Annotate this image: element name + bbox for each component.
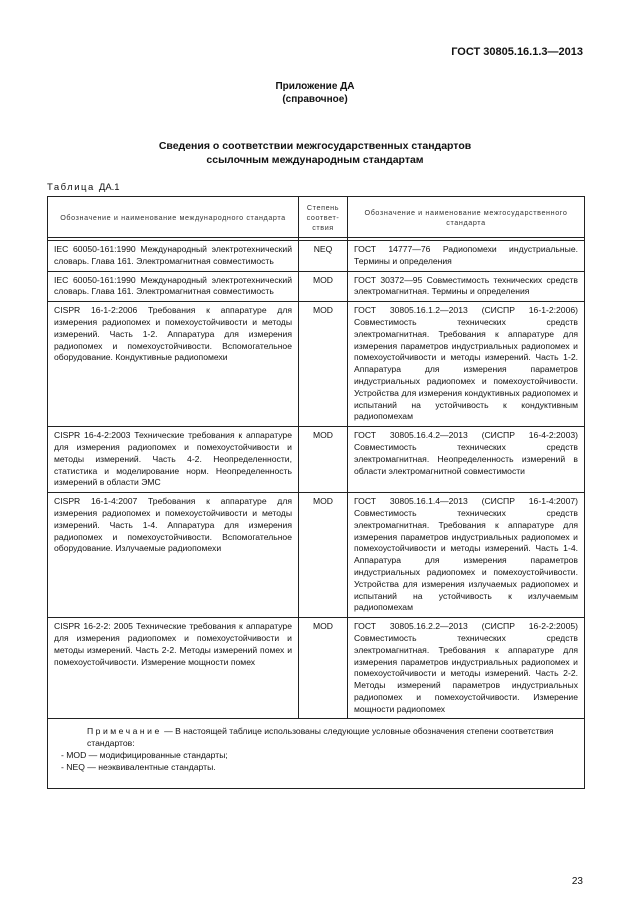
cell-degree-of-correspondence: NEQ bbox=[299, 241, 348, 272]
cell-interstate-standard: ГОСТ 14777—76 Радиопомехи индустриальные. Термины и определения bbox=[348, 241, 585, 272]
table-caption bbox=[47, 182, 120, 193]
table-header-row bbox=[48, 197, 585, 238]
cell-degree-of-correspondence: MOD bbox=[299, 427, 348, 493]
page-number: 23 bbox=[571, 876, 583, 887]
annex-subtitle: (справочное) bbox=[282, 94, 348, 105]
table-row bbox=[48, 241, 585, 272]
cell-interstate-standard: ГОСТ 30805.16.1.4—2013 (СИСПР 16-1-4:2007) Совместимость технических средств электромагнитная. Требования к аппаратуре для измерения параметров индустриальных радиопомех и помехоустойчивости и методы измерений. Часть 1-4. Аппаратура для измерения параметров индустриальных радиопомех и помехоустойчивости. Устройства для измерения излучаемых радиопомех и испытаний на устойчивость к излучаемым радиопомехам bbox=[348, 493, 585, 618]
table-row bbox=[48, 493, 585, 618]
cell-interstate-standard: ГОСТ 30372—95 Совместимость технических средств электромагнитная. Термины и определения bbox=[348, 271, 585, 302]
header-degree-of-correspondence: Степень соответ-ствия bbox=[299, 197, 348, 238]
table-caption-label: Таблица bbox=[47, 182, 95, 193]
cell-interstate-standard: ГОСТ 30805.16.1.2—2013 (СИСПР 16-1-2:2006) Совместимость технических средств электромагнитная. Требования к аппаратуре для измерения параметров индустриальных радиопомех и помехоустойчивости и методы измерений. Часть 1-2. Аппаратура для измерения параметров индустриальных радиопомех и помехоустойчивости. Устройства для измерения кондуктивных радиопомех и испытаний на устойчивость к кондуктивным радиопомехам bbox=[348, 302, 585, 427]
table-row bbox=[48, 618, 585, 719]
cell-degree-of-correspondence: MOD bbox=[299, 271, 348, 302]
cell-international-standard: CISPR 16-2-2: 2005 Технические требования к аппаратуре для измерения радиопомех и помехоустойчивости и методы измерений. Часть 2-2. Методы измерений помех и помехоустойчивости. Измерение мощности помех bbox=[48, 618, 299, 719]
table-note bbox=[48, 719, 585, 788]
table-row bbox=[48, 271, 585, 302]
table-note-row bbox=[48, 719, 585, 788]
cell-degree-of-correspondence: MOD bbox=[299, 493, 348, 618]
note-paragraph bbox=[54, 726, 578, 750]
cell-interstate-standard: ГОСТ 30805.16.4.2—2013 (СИСПР 16-4-2:2003) Совместимость технических средств электромагнитная. Неопределенность измерений в области электромагнитной совместимости bbox=[348, 427, 585, 493]
table-row bbox=[48, 427, 585, 493]
cell-degree-of-correspondence: MOD bbox=[299, 618, 348, 719]
table-body bbox=[48, 238, 585, 719]
section-heading-line1: Сведения о соответствии межгосударственных стандартов bbox=[158, 140, 472, 152]
cell-international-standard: CISPR 16-1-4:2007 Требования к аппаратуре для измерения радиопомех и помехоустойчивости и методы измерений. Часть 1-4. Аппаратура для измерения радиопомех и помехоустойчивости. Вспомогательное оборудование. Излучаемые радиопомехи bbox=[48, 493, 299, 618]
header-interstate-standard: Обозначение и наименование межгосударственного стандарта bbox=[348, 197, 585, 238]
annex-title: Приложение ДА bbox=[275, 81, 355, 92]
note-label: Примечание bbox=[87, 726, 162, 737]
table-row bbox=[48, 302, 585, 427]
cell-interstate-standard: ГОСТ 30805.16.2.2—2013 (СИСПР 16-2-2:2005) Совместимость технических средств электромагнитная. Требования к аппаратуре для измерения параметров индустриальных радиопомех и помехоустойчивости и методы измерений. Часть 2-2. Методы измерений параметров индустриальных радиопомех и помехоустойчивости. Измерение мощности радиопомех bbox=[348, 618, 585, 719]
note-item-mod: - MOD — модифицированные стандарты; bbox=[61, 750, 228, 761]
cell-international-standard: IEC 60050-161:1990 Международный электротехнический словарь. Глава 161. Электромагнитная совместимость bbox=[48, 241, 299, 272]
header-international-standard: Обозначение и наименование международного стандарта bbox=[48, 197, 299, 238]
section-heading-line2: ссылочным международным стандартам bbox=[206, 154, 424, 166]
cell-degree-of-correspondence: MOD bbox=[299, 302, 348, 427]
cell-international-standard: IEC 60050-161:1990 Международный электротехнический словарь. Глава 161. Электромагнитная совместимость bbox=[48, 271, 299, 302]
note-text: — В настоящей таблице использованы следующие условные обозначения степени соответствия стандартов: bbox=[87, 726, 554, 749]
document-number-header: ГОСТ 30805.16.1.3—2013 bbox=[451, 46, 583, 58]
correspondence-table bbox=[47, 196, 585, 789]
note-item-neq: - NEQ — неэквивалентные стандарты. bbox=[61, 761, 216, 772]
table-caption-number: ДА.1 bbox=[98, 182, 120, 193]
cell-international-standard: CISPR 16-4-2:2003 Технические требования к аппаратуре для измерения радиопомех и помехоустойчивости и методы измерений. Часть 4-2. Неопределенности, статистика и моделирование норм. Неопределенность измерений в области ЭМС bbox=[48, 427, 299, 493]
cell-international-standard: CISPR 16-1-2:2006 Требования к аппаратуре для измерения радиопомех и помехоустойчивости и методы измерений. Часть 1-2. Аппаратура для измерения радиопомех и помехоустойчивости. Вспомогательное оборудование. Кондуктивные радиопомехи bbox=[48, 302, 299, 427]
